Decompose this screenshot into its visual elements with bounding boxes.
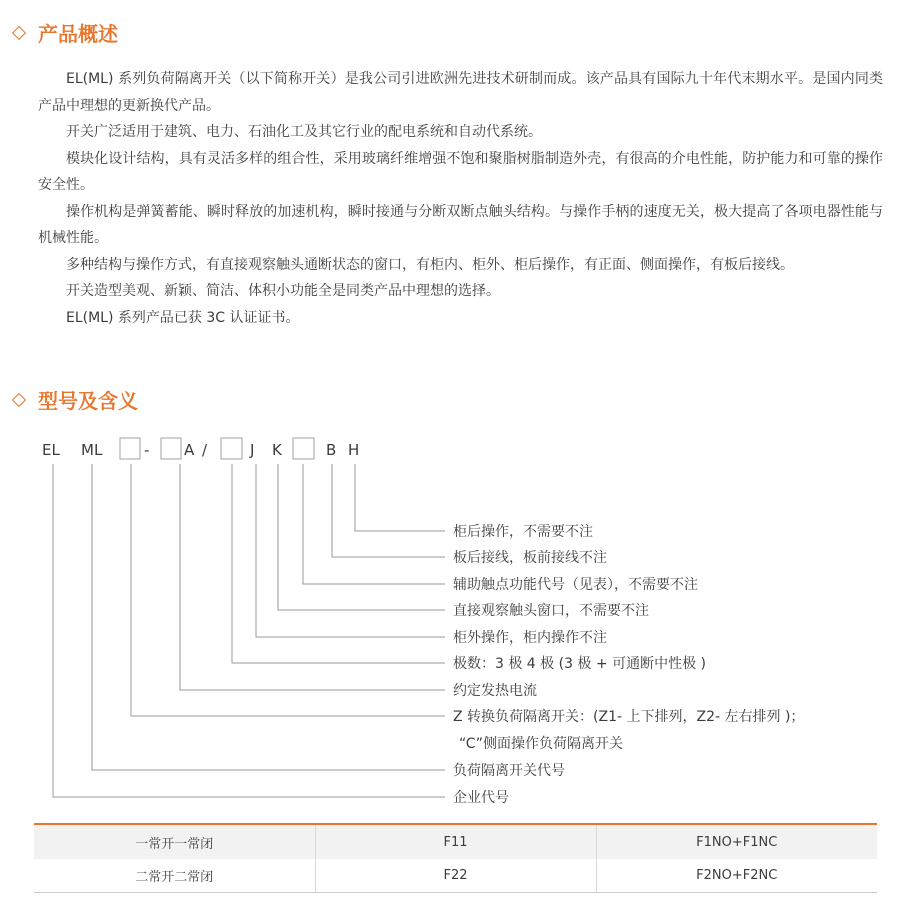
table-cell: F11	[315, 824, 596, 859]
diamond-icon	[12, 392, 26, 406]
connector-line	[332, 464, 445, 557]
code-placeholder-box	[293, 438, 314, 459]
section-title-model	[10, 385, 138, 414]
section-title-text: 产品概述	[38, 22, 118, 46]
connector-line	[303, 464, 445, 584]
code-placeholder-box	[221, 438, 242, 459]
overview-paragraph: 开关广泛适用于建筑、电力、石油化工及其它行业的配电系统和自动代系统。	[66, 124, 542, 140]
desc-window: 直接观察触头窗口，不需要不注	[453, 603, 649, 619]
table-row	[34, 824, 877, 859]
overview-paragraph: EL(ML) 系列产品已获 3C 认证证书。	[66, 309, 300, 326]
code-b: B	[326, 441, 337, 459]
connector-line	[278, 464, 445, 610]
code-placeholder-box	[120, 438, 140, 459]
desc-side-operation: “C”侧面操作负荷隔离开关	[459, 736, 624, 752]
desc-transfer-switch: Z 转换负荷隔离开关：(Z1- 上下排列，Z2- 左右排列 )；	[453, 709, 805, 725]
code-k: K	[272, 441, 282, 459]
connector-line	[92, 464, 445, 770]
table-row	[34, 859, 877, 893]
code-h: H	[348, 441, 360, 459]
code-a: A	[184, 441, 195, 459]
desc-switch-code: 负荷隔离开关代号	[453, 763, 565, 779]
desc-poles: 极数：3 极 4 极 (3 极 + 可通断中性极 )	[453, 656, 706, 672]
code-placeholder-box	[161, 438, 181, 459]
connector-line	[131, 464, 445, 716]
connector-line	[180, 464, 445, 690]
desc-aux-contact: 辅助触点功能代号（见表），不需要不注	[453, 577, 698, 593]
section-title-overview	[10, 18, 118, 47]
code-dash: -	[144, 441, 150, 459]
table-cell: 一常开一常闭	[34, 824, 315, 859]
table-cell: 二常开二常闭	[34, 859, 315, 893]
desc-back-operation: 柜后操作，不需要不注	[453, 524, 593, 540]
desc-external-operation: 柜外操作，柜内操作不注	[453, 630, 607, 646]
diamond-icon	[12, 25, 26, 39]
connector-line	[256, 464, 445, 637]
overview-paragraph: 开关造型美观、新颖、简洁、体积小功能全是同类产品中理想的选择。	[66, 283, 500, 299]
code-j: J	[250, 441, 255, 459]
connector-line	[232, 464, 445, 663]
code-el: EL	[42, 441, 60, 459]
table-cell: F1NO+F1NC	[596, 824, 877, 859]
table-cell: F22	[315, 859, 596, 893]
overview-text	[38, 66, 883, 331]
code-ml: ML	[81, 441, 103, 459]
code-slash: /	[202, 441, 208, 459]
desc-thermal-current: 约定发热电流	[453, 683, 537, 699]
overview-paragraph: 模块化设计结构，具有灵活多样的组合性，采用玻璃纤维增强不饱和聚脂树脂制造外壳，有很高的介电性能，防护能力和可靠的操作安全性。	[38, 150, 883, 193]
connector-line	[53, 464, 445, 797]
section-title-text: 型号及含义	[38, 389, 138, 413]
desc-company-code: 企业代号	[453, 790, 509, 806]
connector-line	[355, 464, 445, 531]
table-cell: F2NO+F2NC	[596, 859, 877, 893]
overview-paragraph: EL(ML) 系列负荷隔离开关（以下简称开关）是我公司引进欧洲先进技术研制而成。该产品具有国际九十年代末期水平。是国内同类产品中理想的更新换代产品。	[38, 71, 883, 114]
desc-back-wiring: 板后接线，板前接线不注	[453, 550, 607, 566]
overview-paragraph: 操作机构是弹簧蓄能、瞬时释放的加速机构，瞬时接通与分断双断点触头结构。与操作手柄的速度无关，极大提高了各项电器性能与机械性能。	[38, 203, 883, 246]
overview-paragraph: 多种结构与操作方式，有直接观察触头通断状态的窗口，有柜内、柜外、柜后操作，有正面、侧面操作，有板后接线。	[66, 256, 794, 273]
aux-contact-table	[34, 823, 877, 893]
